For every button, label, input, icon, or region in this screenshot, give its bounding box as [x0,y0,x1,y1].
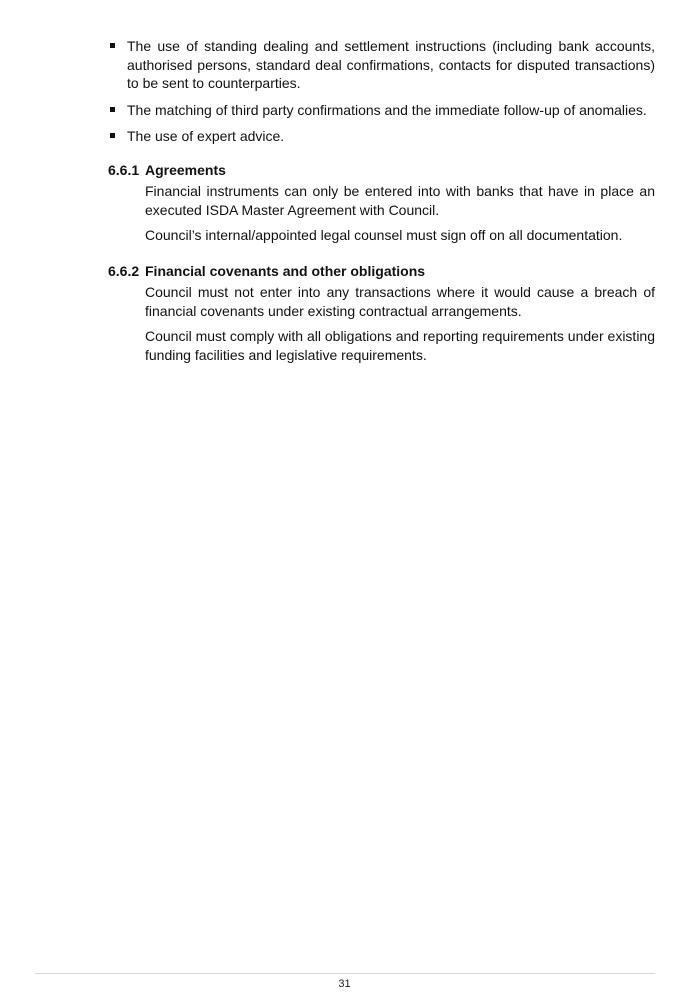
section-title: Agreements [145,162,226,178]
section-financial-covenants [108,262,655,371]
section-paragraph: Council must comply with all obligations and reporting requirements under existing funding facilities and legislative requirements. [145,328,655,363]
section-paragraph: Council’s internal/appointed legal counsel must sign off on all documentation. [145,227,623,243]
bullet-item [108,127,655,146]
bullet-item [108,37,655,93]
section-title: Financial covenants and other obligations [145,263,426,279]
section-number: 6.6.1 [108,162,140,178]
bullet-text: The use of expert advice. [127,128,285,144]
square-bullet-icon [110,43,115,48]
bullet-list [108,37,655,154]
bullet-text: The use of standing dealing and settlement instructions (including bank accounts, authorised persons, standard deal confirmations, contacts for disputed transactions) to be sent to counterparties. [127,38,655,91]
section-paragraph: Council must not enter into any transactions where it would cause a breach of financial covenants under existing contractual arrangements. [145,284,655,319]
section-heading [108,161,655,179]
page-number: 31 [338,978,351,990]
square-bullet-icon [110,107,115,112]
bullet-text: The matching of third party confirmations and the immediate follow-up of anomalies. [127,101,647,118]
section-heading [108,262,655,280]
section-agreements [108,161,655,251]
section-number: 6.6.2 [108,263,140,279]
bullet-item [108,101,655,120]
square-bullet-icon [110,133,115,138]
section-paragraph: Financial instruments can only be entered into with banks that have in place an executed ISDA Master Agreement with Council. [145,183,655,218]
footer-divider [35,973,655,974]
